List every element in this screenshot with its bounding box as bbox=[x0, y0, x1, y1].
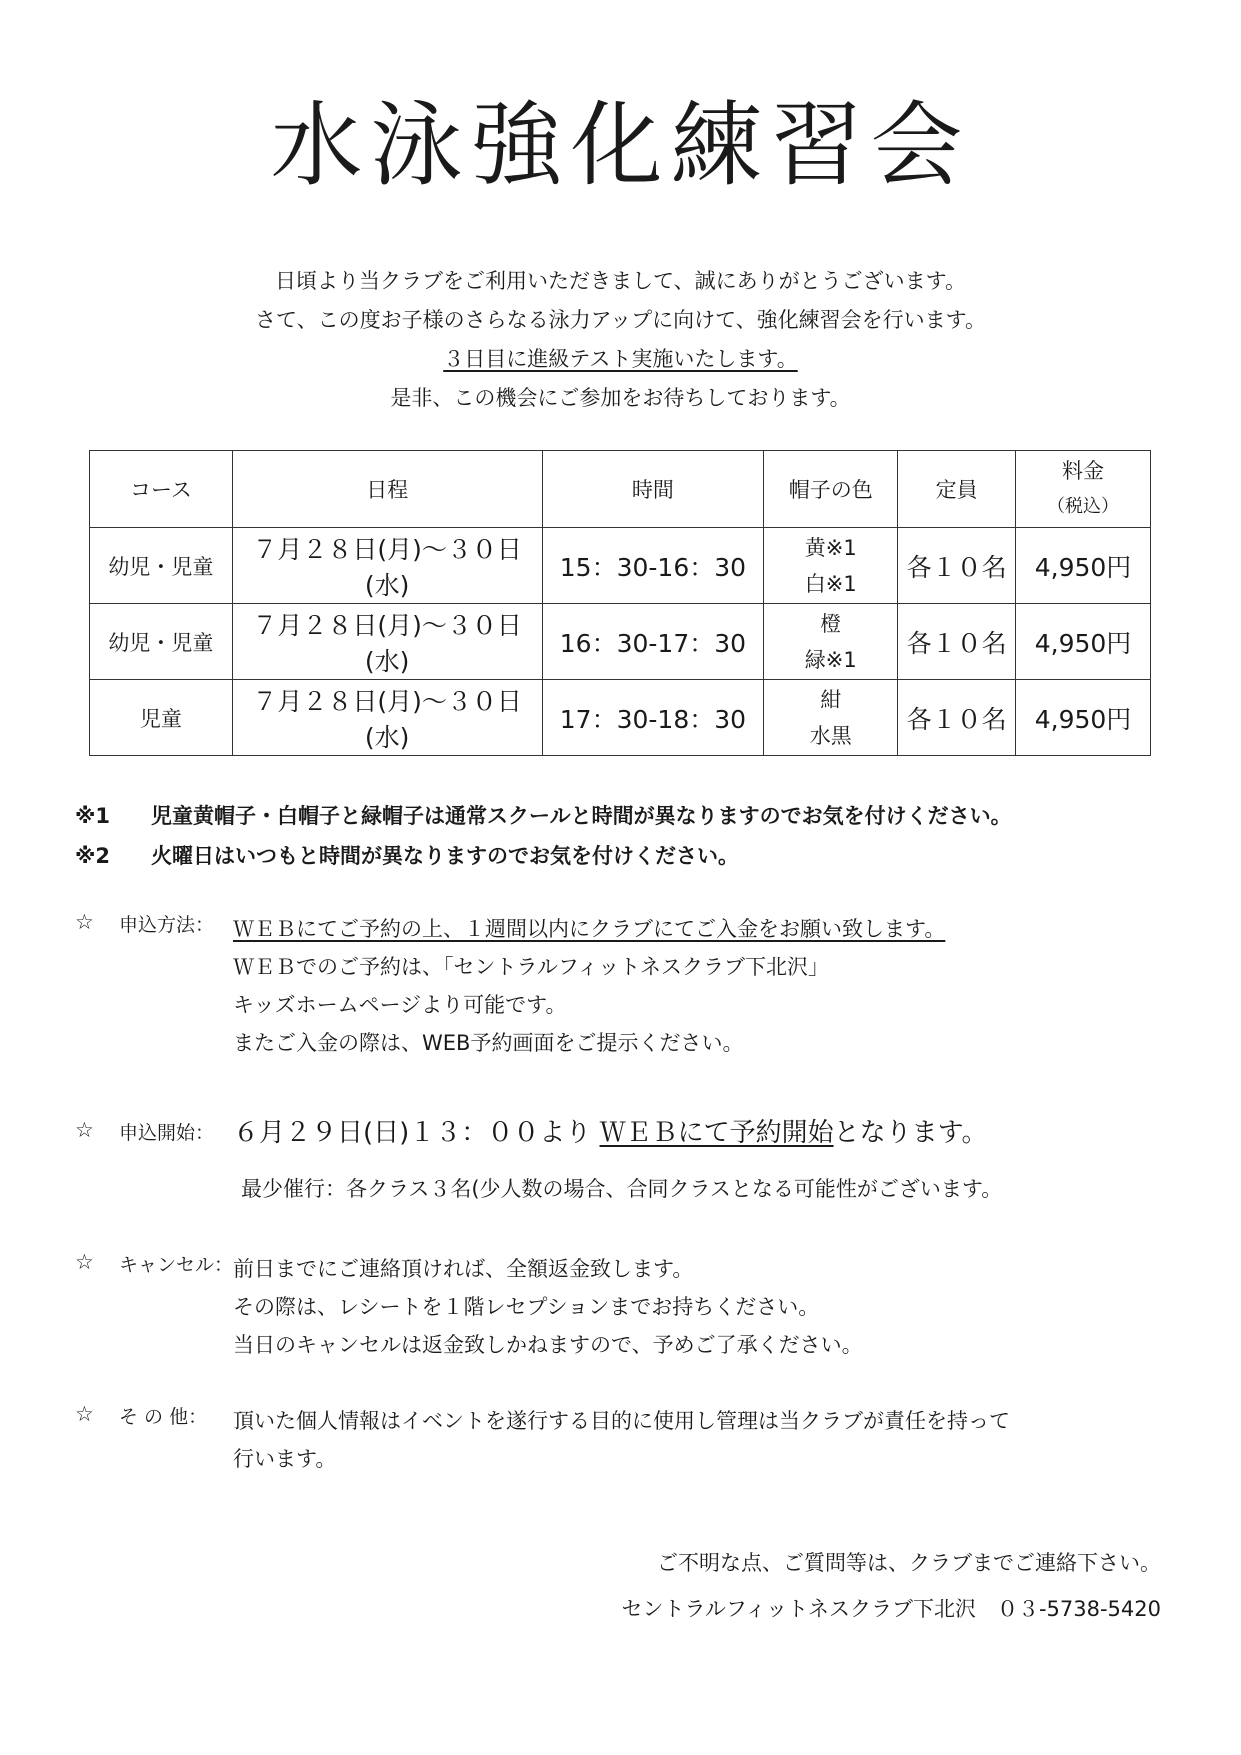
cell-course: 幼児・児童 bbox=[90, 528, 233, 604]
intro-line-3-test-notice: ３日目に進級テスト実施いたします。 bbox=[443, 347, 798, 371]
apply-line-2: ＷＥＢでのご予約は、「セントラルフィットネスクラブ下北沢」 bbox=[233, 955, 829, 979]
cell-time: 17：30-18：30 bbox=[542, 680, 764, 756]
header-course: コース bbox=[90, 451, 233, 528]
cap-color-1: 橙 bbox=[820, 611, 842, 636]
cell-course: 幼児・児童 bbox=[90, 604, 233, 680]
star-icon: ☆ bbox=[75, 910, 94, 934]
star-icon: ☆ bbox=[75, 1402, 94, 1426]
footer-contact: セントラルフィットネスクラブ下北沢 ０３-5738-5420 bbox=[621, 1597, 1161, 1621]
notes bbox=[75, 796, 1012, 876]
cell-capacity: 各１０名 bbox=[898, 680, 1016, 756]
minimum-notice: 最少催行：各クラス３名(少人数の場合、合同クラスとなる可能性がございます。 bbox=[241, 1177, 1003, 1201]
cancel-line-1: 前日までにご連絡頂ければ、全額返金致します。 bbox=[233, 1257, 694, 1281]
note-1 bbox=[75, 796, 1012, 836]
section-label: キャンセル： bbox=[119, 1254, 234, 1276]
cap-color-1: 黄※1 bbox=[804, 535, 857, 560]
schedule-table bbox=[89, 450, 1151, 756]
intro-line-1: 日頃より当クラブをご利用いただきまして、誠にありがとうございます。 bbox=[275, 269, 966, 293]
cancel-line-3: 当日のキャンセルは返金致しかねますので、予めご了承ください。 bbox=[233, 1333, 863, 1357]
cell-capacity: 各１０名 bbox=[898, 604, 1016, 680]
apply-line-4: またご入金の際は、WEB予約画面をご提示ください。 bbox=[233, 1031, 744, 1055]
cap-color-2: 緑※1 bbox=[804, 647, 857, 672]
cell-schedule: ７月２８日(月)～３０日(水) bbox=[232, 604, 542, 680]
cell-course: 児童 bbox=[90, 680, 233, 756]
header-fee bbox=[1016, 451, 1151, 528]
footer-line-1: ご不明な点、ご質問等は、クラブまでご連絡下さい。 bbox=[657, 1551, 1161, 1575]
table-row bbox=[90, 680, 1151, 756]
star-icon: ☆ bbox=[75, 1250, 94, 1274]
cap-color-2: 水黒 bbox=[809, 723, 852, 748]
note-mark: ※2 bbox=[75, 844, 111, 868]
cancel-line-2: その際は、レシートを１階レセプションまでお持ちください。 bbox=[233, 1295, 820, 1319]
other-line-1: 頂いた個人情報はイベントを遂行する目的に使用し管理は当クラブが責任を持って bbox=[233, 1409, 1010, 1433]
cell-schedule: ７月２８日(月)～３０日(水) bbox=[232, 680, 542, 756]
intro-line-2: さて、この度お子様のさらなる泳力アップに向けて、強化練習会を行います。 bbox=[254, 308, 986, 332]
start-post: となります。 bbox=[833, 1118, 988, 1148]
cell-cap-color bbox=[764, 528, 898, 604]
table-row bbox=[90, 528, 1151, 604]
header-cap-color: 帽子の色 bbox=[764, 451, 898, 528]
start-date: ６月２９日(日)１３：００より bbox=[233, 1118, 592, 1148]
section-label: そ の 他： bbox=[119, 1406, 208, 1428]
cell-cap-color bbox=[764, 604, 898, 680]
intro-line-4: 是非、この機会にご参加をお待ちしております。 bbox=[390, 386, 851, 410]
cell-cap-color bbox=[764, 680, 898, 756]
cell-fee: 4,950円 bbox=[1016, 528, 1151, 604]
cap-color-2: 白※1 bbox=[804, 571, 857, 596]
header-capacity: 定員 bbox=[898, 451, 1016, 528]
note-text: 火曜日はいつもと時間が異なりますのでお気を付けください。 bbox=[151, 844, 739, 868]
note-text: 児童黄帽子・白帽子と緑帽子は通常スクールと時間が異なりますのでお気を付けください。 bbox=[151, 804, 1012, 828]
section-label: 申込方法： bbox=[119, 914, 215, 936]
cell-fee: 4,950円 bbox=[1016, 604, 1151, 680]
header-schedule: 日程 bbox=[232, 451, 542, 528]
section-label: 申込開始： bbox=[119, 1122, 215, 1144]
cell-fee: 4,950円 bbox=[1016, 680, 1151, 756]
cell-capacity: 各１０名 bbox=[898, 528, 1016, 604]
header-fee-tax: （税込） bbox=[1047, 496, 1120, 517]
table-row bbox=[90, 604, 1151, 680]
cell-time: 16：30-17：30 bbox=[542, 604, 764, 680]
cell-time: 15：30-16：30 bbox=[542, 528, 764, 604]
cap-color-1: 紺 bbox=[820, 687, 842, 712]
apply-line-1: ＷＥＢにてご予約の上、１週間以内にクラブにてご入金をお願い致します。 bbox=[233, 917, 946, 941]
header-fee-label: 料金 bbox=[1062, 459, 1105, 483]
cell-schedule: ７月２８日(月)～３０日(水) bbox=[232, 528, 542, 604]
star-icon: ☆ bbox=[75, 1118, 94, 1142]
start-web-link: ＷＥＢにて予約開始 bbox=[599, 1118, 834, 1148]
page-title: 水泳強化練習会 bbox=[270, 92, 971, 199]
intro-text bbox=[0, 262, 1241, 418]
note-2 bbox=[75, 836, 1012, 876]
other-line-2: 行います。 bbox=[233, 1447, 337, 1471]
contact-footer bbox=[621, 1540, 1161, 1632]
apply-line-3: キッズホームページより可能です。 bbox=[233, 993, 567, 1017]
header-time: 時間 bbox=[542, 451, 764, 528]
note-mark: ※1 bbox=[75, 804, 111, 828]
table-header-row bbox=[90, 451, 1151, 528]
